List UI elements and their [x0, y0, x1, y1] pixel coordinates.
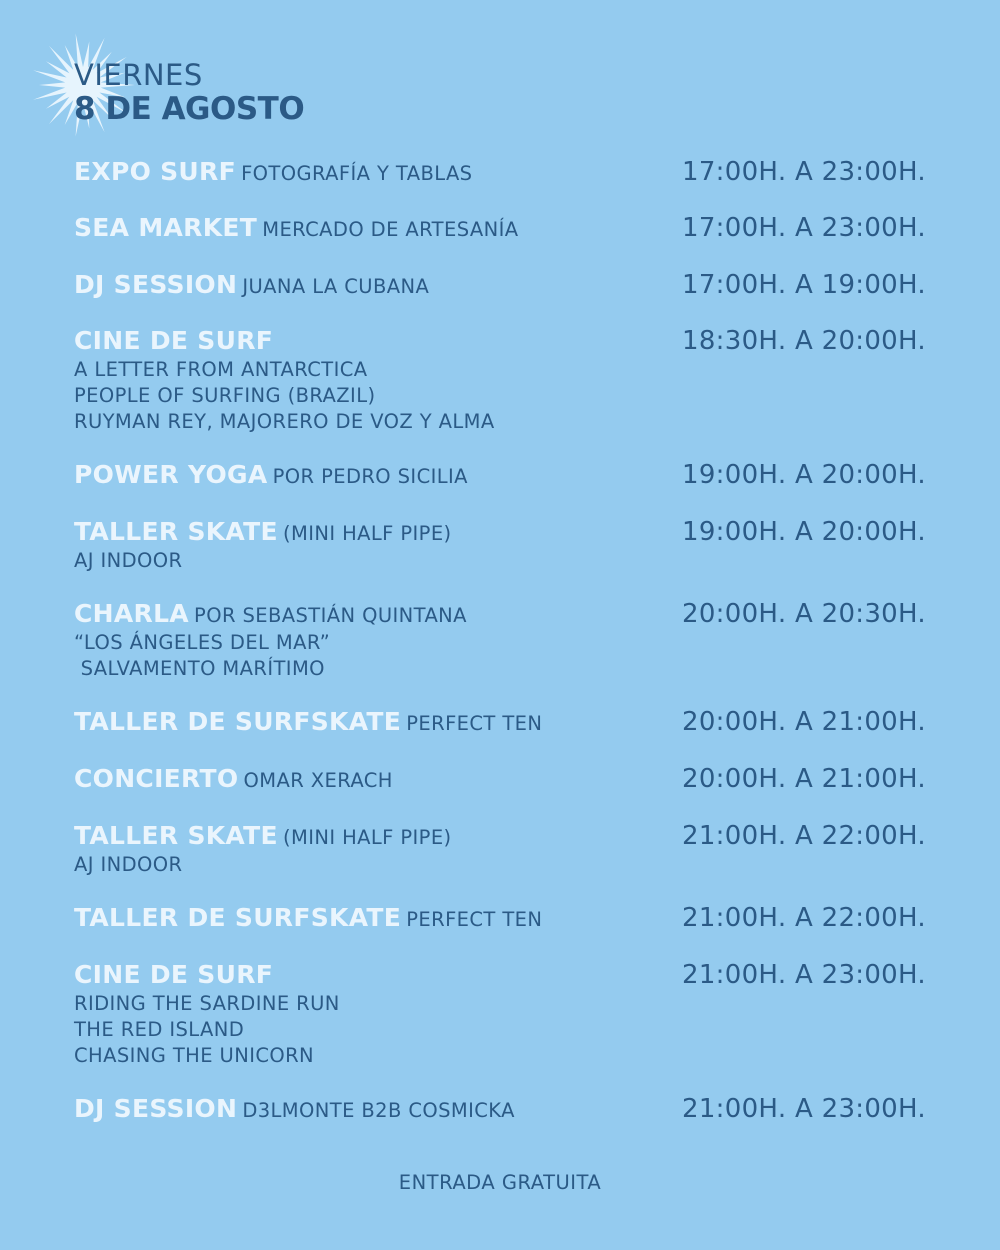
- event-description: POR SEBASTIÁN QUINTANA: [194, 604, 467, 627]
- event-description: OMAR XERACH: [243, 769, 393, 792]
- event-detail-line: A LETTER FROM ANTARCTICA: [74, 358, 368, 381]
- event-name: SEA MARKET: [74, 213, 258, 242]
- event-time: 21:00H. A 22:00H.: [682, 821, 926, 851]
- event-detail-line: AJ INDOOR: [74, 853, 183, 876]
- event-row: [74, 212, 926, 244]
- event-description: PERFECT TEN: [406, 908, 543, 931]
- event-description: FOTOGRAFÍA Y TABLAS: [241, 162, 473, 185]
- event-detail-line: SALVAMENTO MARÍTIMO: [74, 657, 325, 680]
- event-time: 17:00H. A 19:00H.: [682, 270, 926, 300]
- day-label: VIERNES: [74, 58, 203, 92]
- event-row: [74, 1093, 926, 1125]
- event-detail-line: THE RED ISLAND: [74, 1018, 245, 1041]
- event-header-line: [74, 763, 926, 795]
- event-name: EXPO SURF: [74, 157, 236, 186]
- event-time: 20:00H. A 21:00H.: [682, 707, 926, 737]
- event-detail-line: PEOPLE OF SURFING (BRAZIL): [74, 384, 376, 407]
- event-time: 20:00H. A 20:30H.: [682, 599, 926, 629]
- event-description: MERCADO DE ARTESANÍA: [262, 218, 519, 241]
- event-header-line: [74, 820, 926, 852]
- event-row: [74, 269, 926, 301]
- event-description: (MINI HALF PIPE): [282, 522, 452, 545]
- event-time: 21:00H. A 23:00H.: [682, 960, 926, 990]
- event-description: POR PEDRO SICILIA: [272, 465, 468, 488]
- event-name: TALLER SKATE: [74, 517, 278, 546]
- event-row: [74, 902, 926, 934]
- date-label: 8 DE AGOSTO: [74, 91, 305, 127]
- event-name: CINE DE SURF: [74, 960, 274, 989]
- event-time: 20:00H. A 21:00H.: [682, 764, 926, 794]
- event-time: 19:00H. A 20:00H.: [682, 460, 926, 490]
- event-header-line: [74, 212, 926, 244]
- event-time: 17:00H. A 23:00H.: [682, 213, 926, 243]
- event-time: 19:00H. A 20:00H.: [682, 517, 926, 547]
- event-name: POWER YOGA: [74, 460, 268, 489]
- event-time: 21:00H. A 22:00H.: [682, 903, 926, 933]
- event-name: DJ SESSION: [74, 1094, 238, 1123]
- event-row: [74, 706, 926, 738]
- event-time: 18:30H. A 20:00H.: [682, 326, 926, 356]
- event-header-line: [74, 269, 926, 301]
- event-description: PERFECT TEN: [406, 712, 543, 735]
- event-header-line: [74, 156, 926, 188]
- event-name: CONCIERTO: [74, 764, 239, 793]
- event-row: [74, 156, 926, 188]
- free-entry-note: ENTRADA GRATUITA: [398, 1171, 602, 1194]
- schedule-header: [74, 58, 304, 126]
- event-row: [74, 516, 926, 574]
- event-row: [74, 459, 926, 491]
- event-detail-line: RIDING THE SARDINE RUN: [74, 992, 340, 1015]
- event-name: CHARLA: [74, 599, 189, 628]
- event-detail-line: AJ INDOOR: [74, 549, 183, 572]
- event-description: D3LMONTE B2B COSMICKA: [242, 1099, 515, 1122]
- event-header-line: [74, 1093, 926, 1125]
- event-header-line: [74, 706, 926, 738]
- event-row: [74, 763, 926, 795]
- event-description: JUANA LA CUBANA: [242, 275, 430, 298]
- event-name: TALLER DE SURFSKATE: [74, 903, 402, 932]
- event-header-line: [74, 598, 926, 630]
- event-detail-line: “LOS ÁNGELES DEL MAR”: [74, 631, 331, 654]
- event-row: [74, 325, 926, 435]
- event-header-line: [74, 325, 926, 357]
- event-time: 21:00H. A 23:00H.: [682, 1094, 926, 1124]
- event-name: CINE DE SURF: [74, 326, 274, 355]
- event-name: DJ SESSION: [74, 270, 238, 299]
- event-time: 17:00H. A 23:00H.: [682, 157, 926, 187]
- event-header-line: [74, 959, 926, 991]
- event-detail-line: RUYMAN REY, MAJORERO DE VOZ Y ALMA: [74, 410, 495, 433]
- event-name: TALLER SKATE: [74, 821, 278, 850]
- event-detail-line: CHASING THE UNICORN: [74, 1044, 315, 1067]
- event-name: TALLER DE SURFSKATE: [74, 707, 402, 736]
- event-description: (MINI HALF PIPE): [282, 826, 452, 849]
- event-row: [74, 959, 926, 1069]
- event-header-line: [74, 459, 926, 491]
- event-header-line: [74, 902, 926, 934]
- event-header-line: [74, 516, 926, 548]
- event-row: [74, 820, 926, 878]
- event-row: [74, 598, 926, 682]
